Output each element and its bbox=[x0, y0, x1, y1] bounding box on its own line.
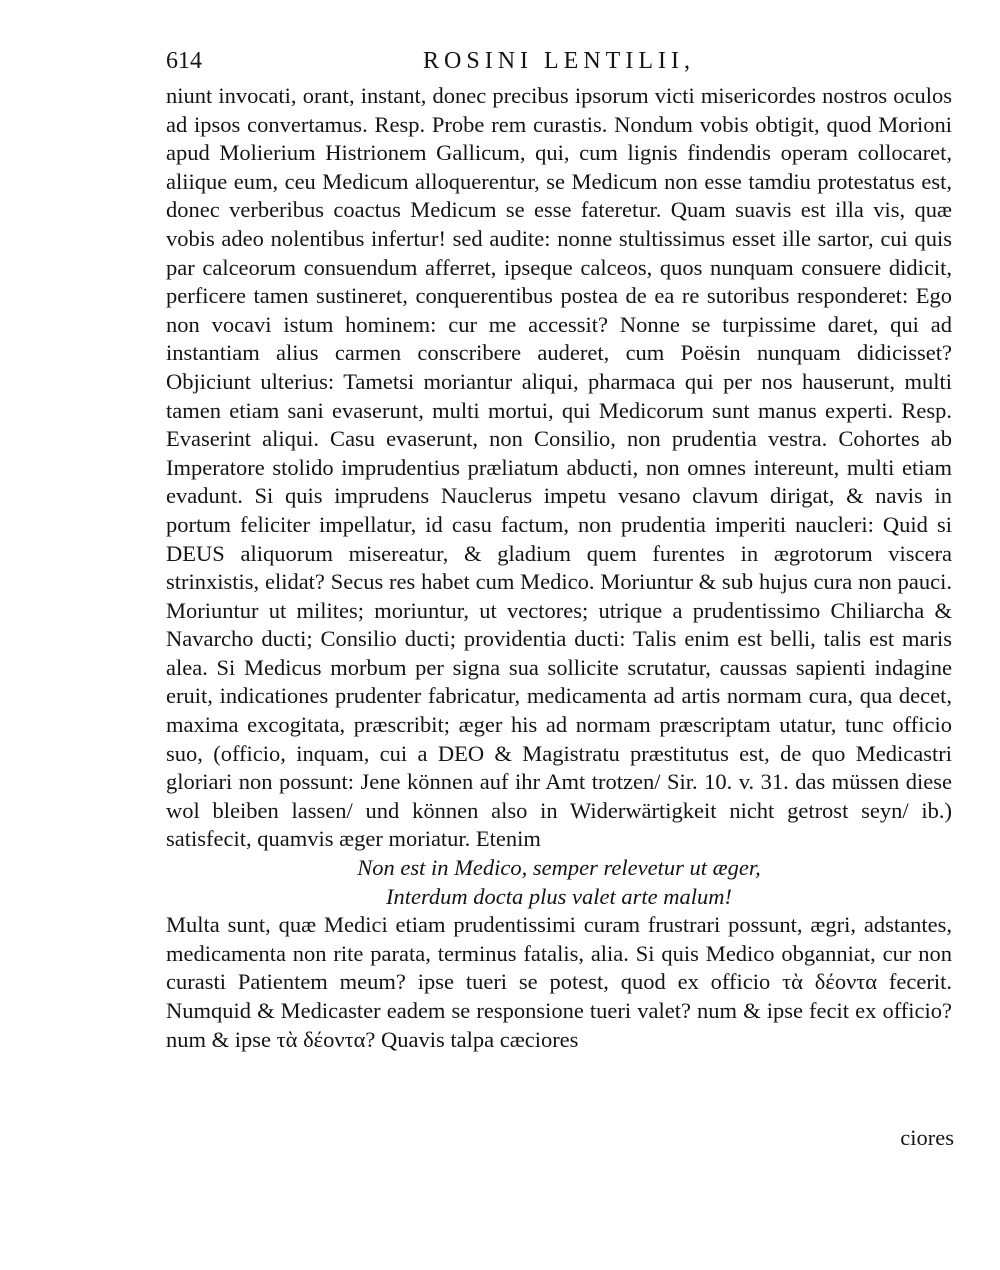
verse-line: Non est in Medico, semper relevetur ut æger, bbox=[357, 855, 761, 881]
paragraph: Multa sunt, quæ Medici etiam prudentissimi curam frustrari possunt, ægri, adstantes, medicamenta non rite parata, terminus fatalis, alia. Si quis Medico obganniat, cur non curasti Patientem meum? ipse tueri se potest, quod ex officio τὰ δέοντα fecerit. Numquid & Medicaster eadem se responsione tueri valet? num & ipse fecit ex officio? num & ipse τὰ δέοντα? Quavis talpa cæciores bbox=[166, 912, 952, 1052]
verse-line: Interdum docta plus valet arte malum! bbox=[386, 883, 732, 909]
page-number: 614 bbox=[166, 48, 202, 74]
paragraph: niunt invocati, orant, instant, donec precibus ipsorum victi misericordes nostros oculos ad ipsos convertamus. Resp. Probe rem curastis. Nondum vobis obtigit, quod Morioni apud Molierium Histrionem Gallicum, qui, cum lignis findendis operam collocaret, aliique eum, ceu Medicum alloquerentur, se Medicum non esse tamdiu protestatus est, donec verberibus coactus Medicum se esse fateretur. Quam suavis est illa vis, quæ vobis adeo nolentibus infertur! sed audite: nonne stultissimus esset ille sartor, cui quis par calceorum consuendum afferret, ipseque calceos, quos nunquam consuere didicit, perficere tamen sustineret, conquerentibus postea de ea re sutoribus responderet: Ego non vocavi istum hominem: cur me accessit? Nonne se turpissime daret, qui ad instantiam alius carmen conscribere auderet, cum Poësin nunquam didicisset? Objiciunt ulterius: Tametsi moriantur aliqui, pharmaca qui per nos hauserunt, multi tamen etiam sani evaserunt, multi mortui, qui Medicorum sunt manus experti. Resp. Evaserint aliqui. Casu evaserunt, non Consilio, non prudentia vestra. Cohortes ab Imperatore stolido imprudentius præliatum abducti, non omnes intereunt, multi etiam evadunt. Si quis imprudens Nauclerus impetu vesano clavum dirigat, & navis in portum feliciter impellatur, id casu factum, non prudentia imperiti naucleri: Quid si DEUS aliquorum misereatur, & gladium quem furentes in ægrotorum viscera strinxistis, elidat? Secus res habet cum Medico. Moriuntur & sub hujus cura non pauci. Moriuntur ut milites; moriuntur, ut vectores; utrique a prudentissimo Chiliarcha & Navarcho ducti; Consilio ducti; providentia ducti: Talis enim est belli, talis est maris alea. Si Medicus morbum per signa sua sollicite scrutatur, caussas sapienti indagine eruit, indicationes prudenter fabricatur, medicamenta ad artis normam cura, qua decet, maxima excogitata, præscribit; æger his ad normam præscriptam utatur, tunc officio suo, (officio, inquam, cui a DEO & Magistratu præstitutus est, de quo Medicastri gloriari non possunt: Jene können auf ihr Amt trotzen/ Sir. 10. v. 31. das müssen diese wol bleiben lassen/ und können also in Widerwärtigkeit nicht getrost seyn/ ib.) satisfecit, quamvis æger moriatur. Etenim bbox=[166, 83, 952, 852]
page-header bbox=[166, 48, 952, 82]
body-text bbox=[166, 82, 952, 1054]
catchword: ciores bbox=[900, 1125, 954, 1150]
running-head: ROSINI LENTILII, bbox=[423, 48, 695, 74]
